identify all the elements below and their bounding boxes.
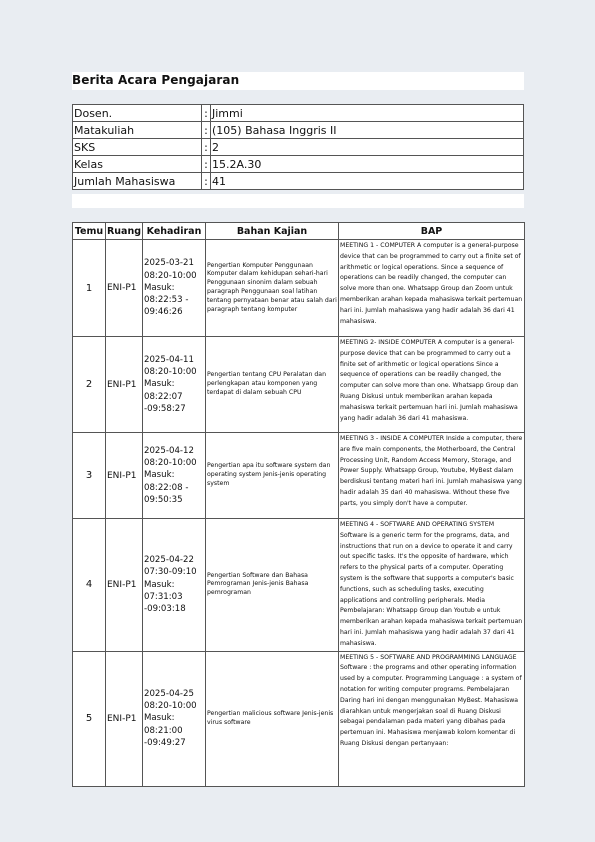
table-header-row <box>73 223 525 240</box>
cell-temu: 3 <box>73 433 106 519</box>
title-bar <box>72 72 524 90</box>
column-header-bap: BAP <box>339 223 525 240</box>
column-header-kehadiran: Kehadiran <box>143 223 206 240</box>
info-colon: : <box>202 156 211 173</box>
cell-bap: MEETING 1 - COMPUTER A computer is a general-purpose device that can be programmed to carry out a finite set of arithmetic or logical operations. Since a sequence of operations can be readily changed, the computer can solve more than one. Whatsapp Group dan Zoom untuk memberikan arahan kepada mahasiswa terkait pertemuan hari ini. Jumlah mahasiswa yang hadir adalah 36 dari 41 mahasiswa. <box>339 240 525 337</box>
info-value: 41 <box>211 173 524 190</box>
info-row-kelas <box>73 156 524 173</box>
cell-bahan-kajian: Pengertian Komputer Penggunaan Komputer dalam kehidupan sehari-hari Penggunaan sinonim dalam sebuah paragraph Penggunaan soal latihan tentang pernyataan benar atau salah dari paragraph tentang komputer <box>206 240 339 337</box>
cell-bap: MEETING 4 - SOFTWARE AND OPERATING SYSTEM Software is a generic term for the programs, data, and instructions that run on a device to operate it and carry out specific tasks. It's the opposite of hardware, which refers to the physical parts of a computer. Operating system is the software that supports a computer's basic functions, such as scheduling tasks, executing applications and controlling peripherals. Media Pembelajaran: Whatsapp Group dan Youtub e untuk memberikan arahan kepada mahasiswa terkait pertemuan hari ini. Jumlah mahasiswa yang hadir adalah 37 dari 41 mahasiswa. <box>339 519 525 652</box>
cell-bap: MEETING 2- INSIDE COMPUTER A computer is a general-purpose device that can be programmed to carry out a finite set of arithmetic or logical operations Since a sequence of operations can be readily changed, the computer can solve more than one. Whatsapp Group dan Ruang Diskusi untuk memberikan arahan kepada mahasiswa terkait pertemuan hari ini. Jumlah mahasiswa yang hadir adalah 36 dari 41 mahasiswa. <box>339 337 525 433</box>
bap-table <box>72 222 525 787</box>
cell-bap: MEETING 3 - INSIDE A COMPUTER Inside a computer, there are five main components, the Motherboard, the Central Processing Unit, Random Access Memory, Storage, and Power Supply. Whatsapp Group, Youtube, MyBest dalam berdiskusi tentang materi hari ini. Jumlah mahasiswa yang hadir adalah 35 dari 40 mahasiswa. Without these five parts, you simply don't have a computer. <box>339 433 525 519</box>
cell-kehadiran: 2025-04-11 08:20-10:00 Masuk: 08:22:07 -09:58:27 <box>143 337 206 433</box>
cell-ruang: ENI-P1 <box>106 651 143 786</box>
cell-temu: 5 <box>73 651 106 786</box>
cell-temu: 1 <box>73 240 106 337</box>
cell-kehadiran: 2025-03-21 08:20-10:00 Masuk: 08:22:53 - 09:46:26 <box>143 240 206 337</box>
cell-bahan-kajian: Pengertian Software dan Bahasa Pemrograman Jenis-jenis Bahasa pemrograman <box>206 519 339 652</box>
info-key: Kelas <box>73 156 202 173</box>
page-title: Berita Acara Pengajaran <box>72 73 240 87</box>
table-row <box>73 337 525 433</box>
info-colon: : <box>202 173 211 190</box>
cell-kehadiran: 2025-04-22 07:30-09:10 Masuk: 07:31:03 -09:03:18 <box>143 519 206 652</box>
cell-bahan-kajian: Pengertian tentang CPU Peralatan dan perlengkapan atau komponen yang terdapat di dalam sebuah CPU <box>206 337 339 433</box>
cell-bahan-kajian: Pengertian apa itu software system dan operating system Jenis-jenis operating system <box>206 433 339 519</box>
info-row-sks <box>73 139 524 156</box>
info-row-matakuliah <box>73 122 524 139</box>
cell-bap: MEETING 5 - SOFTWARE AND PROGRAMMING LANGUAGE Software : the programs and other operating information used by a computer. Programming Language : a system of notation for writing computer programs. Pembelajaran Daring hari ini dengan menggunakan MyBest. Mahasiswa diarahkan untuk mengerjakan soal di Ruang Diskusi sebagai pendalaman pada materi yang dibahas pada pertemuan ini. Mahasiswa menjawab kolom komentar di Ruang Diskusi dengan pertanyaan: <box>339 651 525 786</box>
table-row <box>73 240 525 337</box>
info-value: 2 <box>211 139 524 156</box>
table-row <box>73 433 525 519</box>
table-row <box>73 651 525 786</box>
info-colon: : <box>202 122 211 139</box>
info-row-jumlah-mahasiswa <box>73 173 524 190</box>
info-key: Matakuliah <box>73 122 202 139</box>
info-value: 15.2A.30 <box>211 156 524 173</box>
cell-kehadiran: 2025-04-12 08:20-10:00 Masuk: 08:22:08 - 09:50:35 <box>143 433 206 519</box>
info-key: Dosen. <box>73 105 202 122</box>
cell-bahan-kajian: Pengertian malicious software Jenis-jenis virus software <box>206 651 339 786</box>
info-value: (105) Bahasa Inggris II <box>211 122 524 139</box>
cell-ruang: ENI-P1 <box>106 519 143 652</box>
info-key: Jumlah Mahasiswa <box>73 173 202 190</box>
cell-kehadiran: 2025-04-25 08:20-10:00 Masuk: 08:21:00 -09:49:27 <box>143 651 206 786</box>
cell-ruang: ENI-P1 <box>106 433 143 519</box>
column-header-temu: Temu <box>73 223 106 240</box>
cell-temu: 2 <box>73 337 106 433</box>
cell-ruang: ENI-P1 <box>106 240 143 337</box>
info-table <box>72 104 524 190</box>
section-divider <box>72 194 524 208</box>
info-value: Jimmi <box>211 105 524 122</box>
column-header-ruang: Ruang <box>106 223 143 240</box>
cell-ruang: ENI-P1 <box>106 337 143 433</box>
column-header-bahan-kajian: Bahan Kajian <box>206 223 339 240</box>
info-colon: : <box>202 105 211 122</box>
info-colon: : <box>202 139 211 156</box>
table-row <box>73 519 525 652</box>
cell-temu: 4 <box>73 519 106 652</box>
info-row-dosen <box>73 105 524 122</box>
info-key: SKS <box>73 139 202 156</box>
